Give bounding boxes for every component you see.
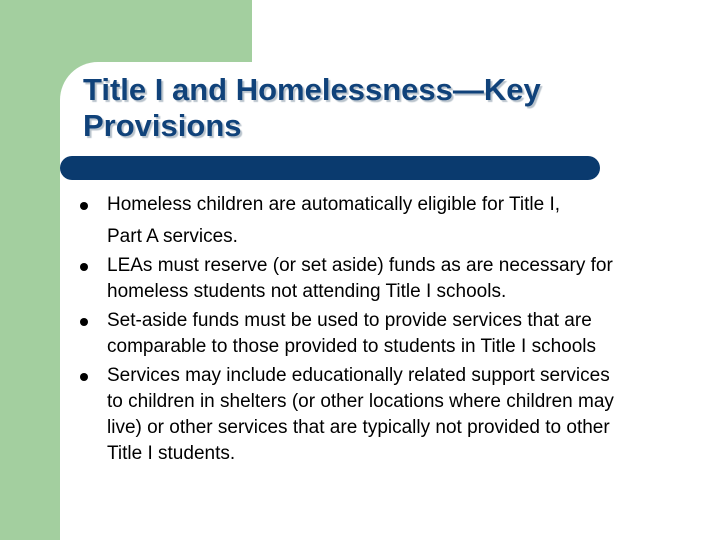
bullet-item: [80, 363, 710, 467]
bullet-text-line: Homeless children are automatically eligible for Title I,: [107, 194, 561, 215]
bullet-text-line: Title I students.: [107, 443, 236, 464]
bullet-text-line: comparable to those provided to students in Title I schools: [107, 336, 596, 357]
bullet-item: [80, 253, 710, 305]
bullet-dot-icon: [80, 202, 88, 210]
bullet-text-line: Set-aside funds must be used to provide services that are: [107, 310, 592, 331]
bullet-list: [80, 192, 710, 470]
bullet-dot-icon: [80, 373, 88, 381]
bullet-text-line: live) or other services that are typically not provided to other: [107, 417, 610, 438]
slide-title-line: Title I and Homelessness—Key: [83, 72, 541, 107]
bullet-text-line: Services may include educationally related support services: [107, 365, 610, 386]
bullet-item: [80, 192, 710, 250]
slide-title-line: Provisions: [83, 108, 242, 143]
slide-title: [83, 72, 643, 144]
bullet-text-line: LEAs must reserve (or set aside) funds as are necessary for: [107, 255, 613, 276]
bullet-item: [80, 308, 710, 360]
bullet-text-line: homeless students not attending Title I schools.: [107, 281, 507, 302]
bullet-dot-icon: [80, 318, 88, 326]
bullet-text-line: Part A services.: [107, 226, 238, 247]
bullet-text-line: to children in shelters (or other locations where children may: [107, 391, 614, 412]
bullet-dot-icon: [80, 263, 88, 271]
title-divider-bar: [60, 156, 600, 180]
